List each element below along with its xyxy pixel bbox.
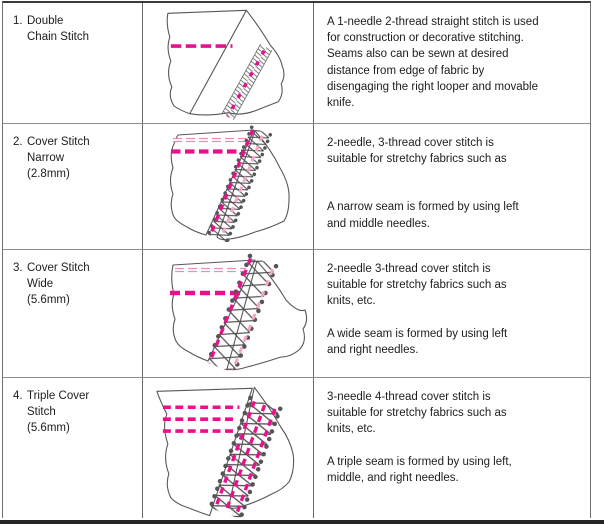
stitch-name-line: Cover Stitch <box>27 136 90 148</box>
description-line: 2-needle, 3-thread cover stitch is <box>327 137 494 149</box>
stitch-number: 4. <box>13 390 23 402</box>
description-line: knits, etc. <box>327 295 376 308</box>
stitch-label-cell <box>3 378 143 518</box>
description-line: knife. <box>327 97 355 110</box>
stitch-name-line: Chain Stitch <box>27 31 90 43</box>
description-cell <box>314 378 590 518</box>
stitch-table <box>2 1 591 518</box>
cover-stitch-wide-illustration <box>143 253 313 375</box>
description-line: knits, etc. <box>327 423 376 436</box>
table-row <box>3 250 590 378</box>
description-line: A wide seam is formed by using left <box>327 327 508 340</box>
description-line: A narrow seam is formed by using left <box>327 201 519 214</box>
description-cell <box>314 250 590 377</box>
stitch-name-line: Cover Stitch <box>27 262 90 274</box>
stitch-name-line: Stitch <box>27 406 56 418</box>
stitch-name-line: Triple Cover <box>27 390 90 402</box>
bottom-rule <box>0 520 604 524</box>
stitch-name-line: Narrow <box>27 152 65 164</box>
cover-stitch-narrow-illustration <box>143 125 313 249</box>
description-line: and middle needles. <box>327 217 430 230</box>
description-cell <box>314 3 590 123</box>
description-line: 2-needle 3-thread cover stitch is <box>327 263 491 275</box>
illustration-cell <box>143 378 314 518</box>
table-row <box>3 124 590 250</box>
stitch-name-line: (5.6mm) <box>27 294 70 306</box>
table-row <box>3 378 590 518</box>
stitch-number: 1. <box>13 15 23 27</box>
description-line: and right needles. <box>327 343 419 356</box>
stitch-number: 2. <box>13 136 23 148</box>
description-line: distance from edge of fabric by <box>327 64 485 77</box>
description-line: for construction or decorative stitching. <box>327 32 524 45</box>
description-line: middle, and right needles. <box>327 471 459 484</box>
description-cell <box>314 124 590 249</box>
description-line: suitable for stretchy fabrics such as <box>327 153 507 166</box>
description-line: disengaging the right looper and movable <box>327 80 538 93</box>
illustration-cell <box>143 3 314 123</box>
illustration-cell <box>143 124 314 249</box>
table-row <box>3 3 590 124</box>
stitch-name-line: (5.6mm) <box>27 422 70 434</box>
stitch-number: 3. <box>13 262 23 274</box>
triple-cover-stitch-illustration <box>143 378 313 518</box>
stitch-label-cell <box>3 3 143 123</box>
description-line: A triple seam is formed by using left, <box>327 455 512 468</box>
description-line: 3-needle 4-thread cover stitch is <box>327 391 491 403</box>
stitch-name-line: Wide <box>27 278 54 290</box>
description-line: suitable for stretchy fabrics such as <box>327 279 507 292</box>
stitch-label-cell <box>3 124 143 249</box>
description-line: A 1-needle 2-thread straight stitch is used <box>327 16 539 28</box>
stitch-name-line: (2.8mm) <box>27 168 70 180</box>
stitch-name-line: Double <box>27 15 64 27</box>
description-line: suitable for stretchy fabrics such as <box>327 407 507 420</box>
description-line: Seams also can be sewn at desired <box>327 48 509 61</box>
illustration-cell <box>143 250 314 377</box>
stitch-label-cell <box>3 250 143 377</box>
double-chain-stitch-illustration <box>143 4 313 122</box>
